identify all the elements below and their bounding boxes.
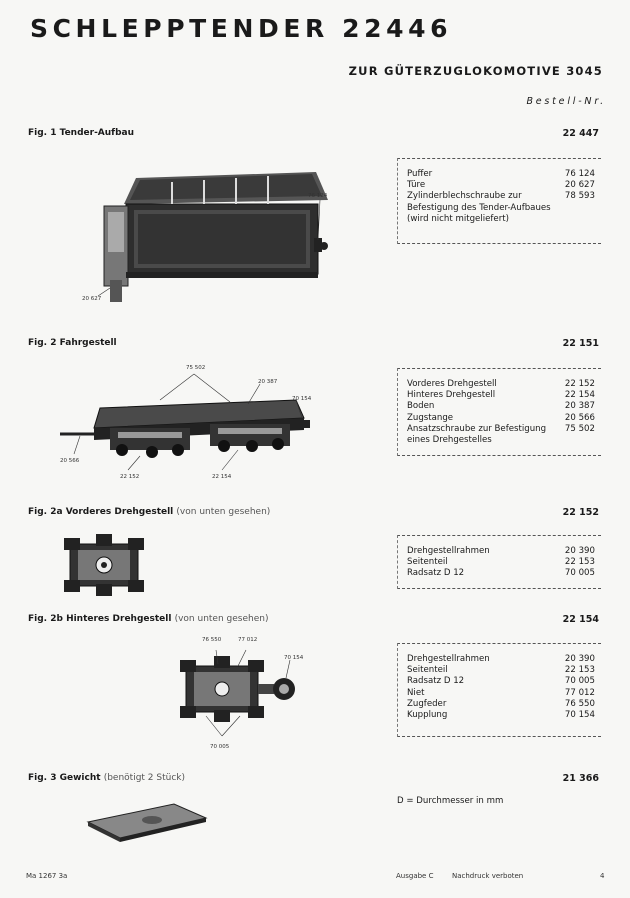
fig2b-note: (von unten gesehen) xyxy=(174,614,269,624)
part-number: 20 390 xyxy=(564,546,595,556)
fig2b-heading xyxy=(28,614,268,624)
part-number: 22 153 xyxy=(564,557,595,568)
fig2b-callout-coupler: 70 154 xyxy=(284,655,304,661)
part-number: 20 627 xyxy=(564,180,595,191)
footer-code: Ma 1267 3a xyxy=(26,872,68,880)
footer-copyright: Nachdruck verboten xyxy=(452,872,524,880)
list-item xyxy=(407,710,595,721)
list-item xyxy=(407,169,595,180)
part-description: Niet xyxy=(407,687,425,698)
part-description: Drehgestellrahmen xyxy=(407,654,490,664)
list-item xyxy=(407,654,595,665)
list-item xyxy=(407,390,595,401)
part-description: Radsatz D 12 xyxy=(407,568,465,579)
fig2a-label: Fig. 2a Vorderes Drehgestell xyxy=(28,507,174,517)
fig2a-number: 22 152 xyxy=(562,507,599,518)
fig1-number: 22 447 xyxy=(562,128,599,139)
fig2a-heading xyxy=(28,507,270,517)
list-item xyxy=(407,180,595,191)
page-title: SCHLEPPTENDER 22446 xyxy=(30,14,453,43)
fig1-tender-illustration xyxy=(76,160,338,310)
fig3-heading xyxy=(28,773,185,783)
part-description: Kupplung xyxy=(407,710,448,721)
part-number: 76 124 xyxy=(564,169,595,179)
fig2-chassis-illustration xyxy=(60,370,320,480)
fig1-heading: Fig. 1 Tender-Aufbau xyxy=(28,128,135,138)
part-number: 20 387 xyxy=(564,401,595,412)
footer-edition: Ausgabe C xyxy=(396,872,434,880)
fig2a-note: (von unten gesehen) xyxy=(176,507,271,517)
order-number-heading: Bestell-Nr. xyxy=(526,96,606,107)
list-item xyxy=(407,424,595,446)
fig2a-front-truck-illustration xyxy=(64,534,144,596)
fig2-heading: Fig. 2 Fahrgestell xyxy=(28,338,117,348)
part-description: Puffer xyxy=(407,169,433,179)
fig2-callout-front-truck: 22 152 xyxy=(120,474,140,480)
part-description: Seitenteil xyxy=(407,665,448,676)
list-item xyxy=(407,688,595,699)
part-number: 75 502 xyxy=(564,423,595,434)
page-number: 4 xyxy=(600,872,605,880)
fig1-callout-buffer: 76 124 xyxy=(308,193,328,199)
fig1-parts-list xyxy=(397,158,601,244)
part-number: 22 154 xyxy=(564,390,595,401)
part-description: Boden xyxy=(407,401,435,412)
list-item xyxy=(407,191,595,225)
list-item xyxy=(407,665,595,676)
fig3-label: Fig. 3 Gewicht xyxy=(28,773,101,783)
fig2b-callout-rivet: 77 012 xyxy=(238,637,258,643)
part-description: Radsatz D 12 xyxy=(407,676,465,687)
fig2-number: 22 151 xyxy=(562,338,599,349)
fig2b-parts-list xyxy=(397,643,601,737)
fig2b-label: Fig. 2b Hinteres Drehgestell xyxy=(28,614,172,624)
part-number: 22 153 xyxy=(564,665,595,676)
part-number: 22 152 xyxy=(564,379,595,389)
part-description: Türe xyxy=(407,180,426,191)
part-description: Seitenteil xyxy=(407,557,448,568)
fig2-callout-coupler: 70 154 xyxy=(292,396,312,402)
fig1-callout-door: 20 627 xyxy=(82,296,102,302)
list-item xyxy=(407,379,595,390)
fig2-parts-list xyxy=(397,368,601,456)
part-number: 70 154 xyxy=(564,710,595,721)
list-item xyxy=(407,676,595,687)
part-number: 20 390 xyxy=(564,654,595,664)
part-description: Ansatzschraube zur Befestigung eines Drehgestelles xyxy=(407,423,547,446)
part-description: Drehgestellrahmen xyxy=(407,546,490,556)
fig2-callout-rear-truck: 22 154 xyxy=(212,474,232,480)
list-item xyxy=(407,557,595,568)
fig2b-callout-wheelset: 70 005 xyxy=(210,744,230,750)
list-item xyxy=(407,699,595,710)
fig2b-callout-spring: 76 550 xyxy=(202,637,222,643)
part-number: 20 566 xyxy=(564,412,595,423)
part-number: 77 012 xyxy=(564,687,595,698)
diameter-note: D = Durchmesser in mm xyxy=(397,796,504,806)
fig2-callout-floor: 20 387 xyxy=(258,379,278,385)
part-number: 70 005 xyxy=(564,568,595,579)
list-item xyxy=(407,568,595,579)
fig2-callout-screw: 75 502 xyxy=(186,365,206,371)
part-description: Zugstange xyxy=(407,412,454,423)
list-item xyxy=(407,413,595,424)
part-number: 70 005 xyxy=(564,676,595,687)
fig2-callout-drawbar: 20 566 xyxy=(60,458,80,464)
list-item xyxy=(407,401,595,412)
part-number: 78 593 xyxy=(564,191,595,202)
page-subtitle: ZUR GÜTERZUGLOKOMOTIVE 3045 xyxy=(348,64,603,78)
fig3-number: 21 366 xyxy=(562,773,599,784)
fig2a-parts-list xyxy=(397,535,601,589)
part-description: Vorderes Drehgestell xyxy=(407,379,497,389)
part-description: Hinteres Drehgestell xyxy=(407,390,496,401)
fig2b-number: 22 154 xyxy=(562,614,599,625)
part-number: 76 550 xyxy=(564,698,595,709)
fig3-note: (benötigt 2 Stück) xyxy=(103,773,186,783)
list-item xyxy=(407,546,595,557)
part-description: Zugfeder xyxy=(407,698,447,709)
part-description: Zylinderblechschraube zur Befestigung des Tender-Aufbaues (wird nicht mitgeliefert) xyxy=(407,191,551,224)
fig3-weight-illustration xyxy=(84,800,210,844)
